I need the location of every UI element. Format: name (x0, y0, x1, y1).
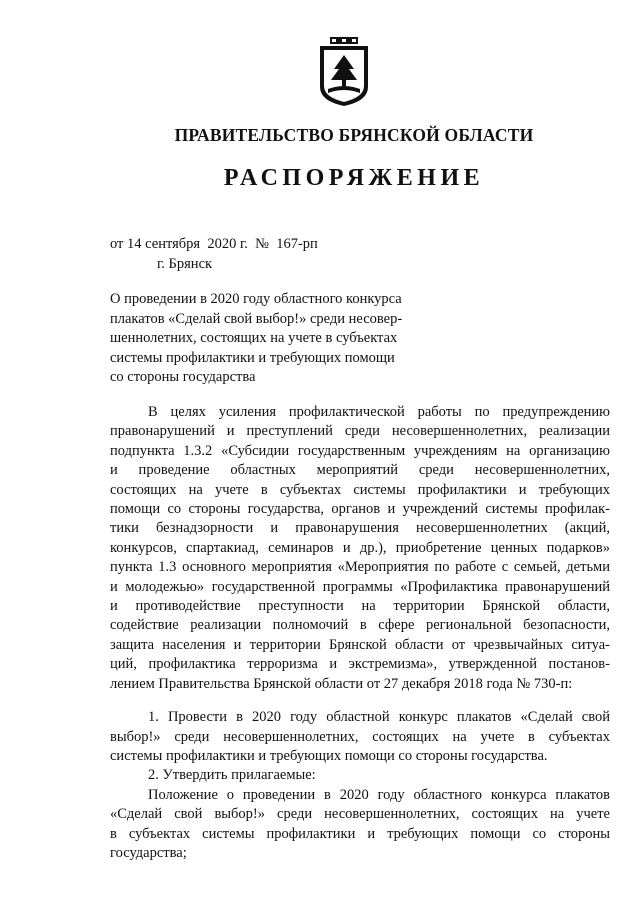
body-line: ций, профилактика терроризма и экстремизма», утвержденной постанов- (110, 656, 610, 673)
body-line: государства; (110, 844, 187, 861)
subject-line: со стороны государства (110, 369, 256, 385)
coat-of-arms-emblem (318, 37, 370, 107)
body-line: в субъектах системы профилактики и требующих помощи со стороны (110, 825, 610, 842)
body-line: и молодежью» государственной программы «Профилактика правонарушений (110, 578, 610, 595)
document-city: г. Брянск (157, 256, 213, 272)
document-type-title: РАСПОРЯЖЕНИЕ (223, 165, 485, 191)
body-line: защита населения и территории Брянской области от чрезвычайных ситуа- (110, 636, 610, 653)
body-line: состоящих на учете в субъектах системы профилактики и требующих (110, 481, 610, 498)
body-line: тики безнадзорности и правонарушения несовершеннолетних (акций, (110, 520, 610, 537)
body-line: 1. Провести в 2020 году областной конкурс плакатов «Сделай свой (148, 709, 610, 726)
body-line: Положение о проведении в 2020 году областного конкурса плакатов (148, 786, 610, 803)
subject-line: системы профилактики и требующих помощи (110, 349, 395, 366)
document-date-number: от 14 сентября 2020 г. № 167-рп (110, 236, 318, 252)
body-line: пункта 1.3 основного мероприятия «Мероприятия по работе с семьей, детьми (110, 559, 610, 576)
document-body (110, 403, 610, 863)
body-line: и проведение областных мероприятий среди несовершеннолетних, (110, 462, 610, 479)
body-line: подпункта 1.3.2 «Субсидии государственным учреждениям на организацию (110, 442, 610, 459)
preamble-paragraph (110, 403, 610, 694)
paragraph-gap (110, 694, 610, 708)
item-2-paragraph: 2. Утвердить прилагаемые: (148, 767, 316, 784)
body-line: выбор!» среди несовершеннолетних, состоящих на учете в субъектах (110, 728, 610, 745)
body-line: «Сделай свой выбор!» среди несовершеннолетних, состоящих на учете (110, 806, 610, 823)
body-line: содействие реализации полномочий в сфере региональной безопасности, (110, 617, 610, 634)
body-line: системы профилактики и требующих помощи со стороны государства. (110, 747, 548, 764)
body-line: В целях усиления профилактической работы по предупреждению (148, 404, 610, 420)
body-line: правонарушений и преступлений среди несовершеннолетних, реализации (110, 423, 610, 440)
subject-line: плакатов «Сделай свой выбор!» среди несовер- (110, 310, 403, 327)
subject-line: О проведении в 2020 году областного конкурса (110, 291, 402, 307)
government-title: ПРАВИТЕЛЬСТВО БРЯНСКОЙ ОБЛАСТИ (174, 125, 534, 145)
body-line: конкурсов, спартакиад, семинаров и др.), приобретение ценных подарков» (110, 539, 610, 556)
subject-line: шеннолетних, состоящих на учете в субъектах (110, 330, 398, 346)
document-subject (110, 290, 420, 388)
item-1-paragraph (110, 708, 610, 766)
body-line: и противодействие преступности на территории Брянской области, (110, 598, 610, 615)
body-line: помощи со стороны государства, органов и учреждений системы профилак- (110, 501, 610, 518)
body-line: лением Правительства Брянской области от 27 декабря 2018 года № 730-п: (110, 675, 573, 692)
item-2-subparagraph (110, 786, 610, 864)
